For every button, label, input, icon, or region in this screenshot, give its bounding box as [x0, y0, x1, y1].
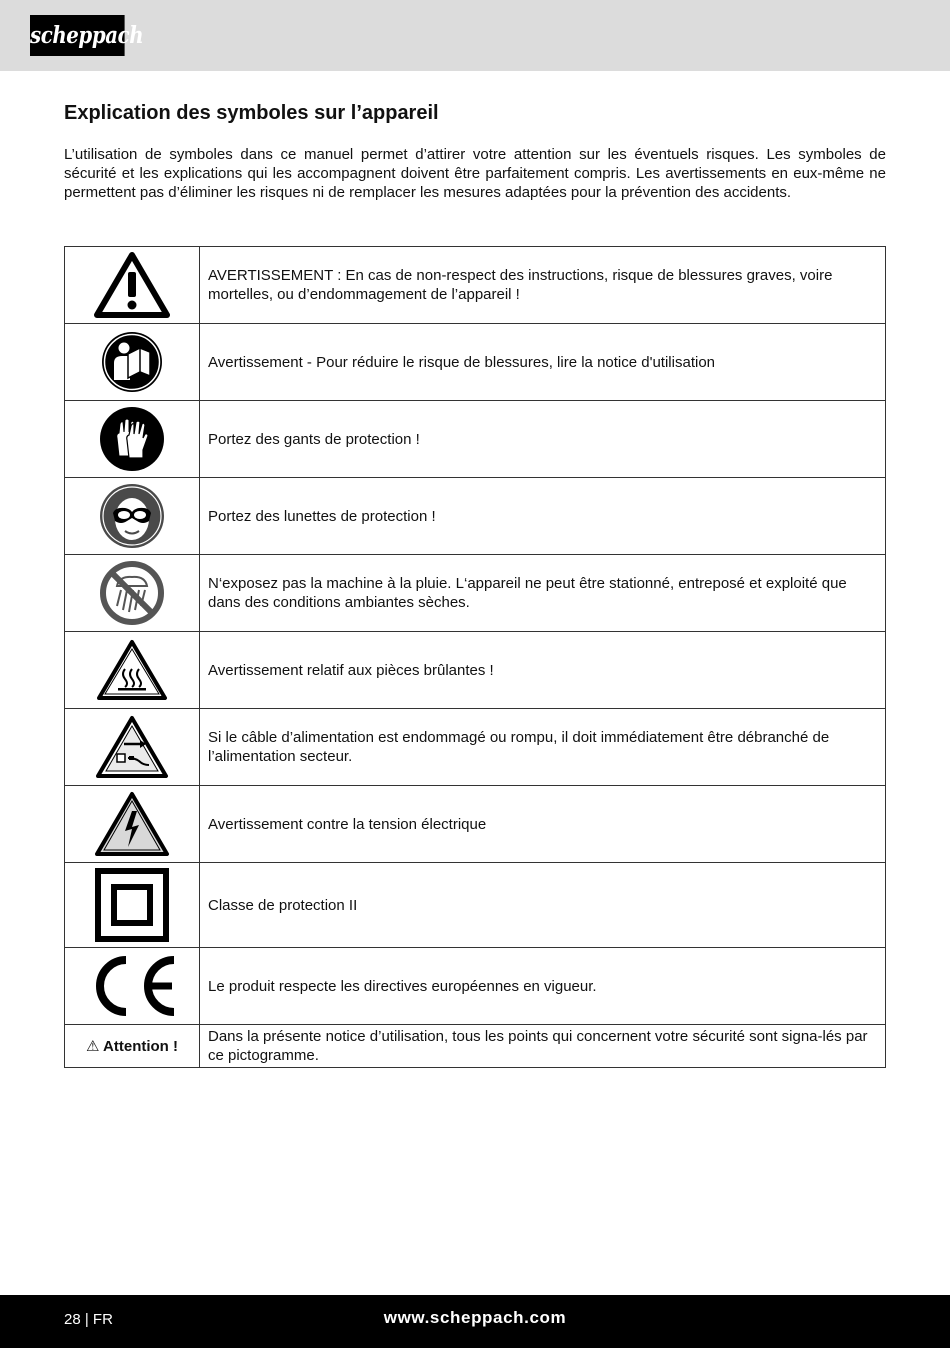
attention-row — [65, 1025, 886, 1068]
symbol-description: N‘exposez pas la machine à la pluie. L‘appareil ne peut être stationné, entreposé et exploité que dans des conditions ambiantes sèches. — [200, 555, 886, 632]
symbol-description: Portez des gants de protection ! — [200, 401, 886, 478]
page-number: 28 | FR — [64, 1311, 113, 1328]
table-row — [65, 709, 886, 786]
symbol-description: AVERTISSEMENT : En cas de non-respect des instructions, risque de blessures graves, voire mortelles, ou d’endommagement de l’appareil ! — [200, 247, 886, 324]
hot-surface-icon — [96, 639, 168, 701]
symbols-table — [64, 246, 886, 1068]
table-row — [65, 786, 886, 863]
table-row — [65, 478, 886, 555]
symbol-description: Avertissement relatif aux pièces brûlantes ! — [200, 632, 886, 709]
symbol-description: Classe de protection II — [200, 863, 886, 948]
brand-logo: scheppach — [30, 15, 125, 56]
table-row — [65, 555, 886, 632]
unplug-cable-icon — [95, 715, 169, 779]
protection-class-ii-icon — [95, 868, 169, 942]
table-row — [65, 632, 886, 709]
symbol-description: Si le câble d’alimentation est endommagé ou rompu, il doit immédiatement être débranché de l’alimentation secteur. — [200, 709, 886, 786]
footer-band — [0, 1295, 950, 1348]
table-row — [65, 948, 886, 1025]
table-row — [65, 247, 886, 324]
read-manual-icon — [100, 330, 164, 394]
attention-description: Dans la présente notice d’utilisation, tous les points qui concernent votre sécurité sont signa-lés par ce pictogramme. — [200, 1025, 886, 1068]
gloves-icon — [99, 406, 165, 472]
website-link[interactable]: www.scheppach.com — [383, 1308, 567, 1327]
electric-voltage-icon — [94, 791, 170, 857]
no-rain-icon — [99, 560, 165, 626]
page-title: Explication des symboles sur l’appareil — [64, 102, 439, 124]
ce-mark-icon — [86, 953, 178, 1019]
symbol-description: Portez des lunettes de protection ! — [200, 478, 886, 555]
goggles-icon — [99, 483, 165, 549]
symbol-description: Le produit respecte les directives européennes en vigueur. — [200, 948, 886, 1025]
table-row — [65, 863, 886, 948]
symbol-description: Avertissement contre la tension électrique — [200, 786, 886, 863]
warning-triangle-icon — [94, 252, 170, 318]
header-band — [0, 0, 950, 71]
table-row — [65, 324, 886, 401]
table-row — [65, 401, 886, 478]
symbol-description: Avertissement - Pour réduire le risque de blessures, lire la notice d'utilisation — [200, 324, 886, 401]
attention-label: ⚠ Attention ! — [85, 1037, 179, 1055]
intro-paragraph: L’utilisation de symboles dans ce manuel permet d’attirer votre attention sur les éventuels risques. Les symboles de sécurité et les explications qui les accompagnent doivent être parfaitement compris. Les avertissements en eux-même ne permettent pas d’éliminer les risques ni de remplacer les mesures adaptées pour la prévention des accidents. — [64, 146, 886, 201]
